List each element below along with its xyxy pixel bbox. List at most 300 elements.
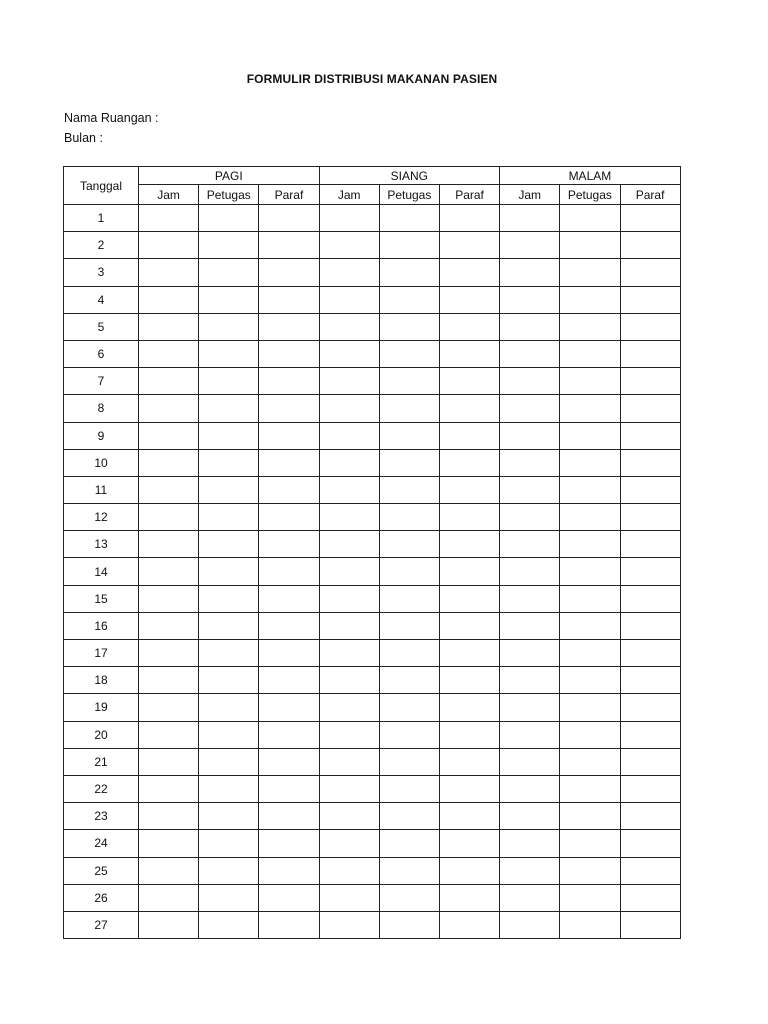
pagi-jam-cell[interactable] [139,721,199,748]
malam-jam-cell[interactable] [500,368,560,395]
malam-petugas-cell[interactable] [560,340,620,367]
malam-petugas-cell[interactable] [560,205,620,232]
pagi-petugas-cell[interactable] [199,585,259,612]
distribution-table [63,166,681,939]
date-cell: 20 [64,721,139,748]
siang-jam-cell[interactable] [319,259,379,286]
pagi-petugas-cell[interactable] [199,694,259,721]
malam-petugas-cell[interactable] [560,422,620,449]
room-name-label: Nama Ruangan : [64,111,159,125]
malam-petugas-cell[interactable] [560,476,620,503]
siang-jam-cell[interactable] [319,667,379,694]
siang-jam-cell[interactable] [319,694,379,721]
date-cell: 25 [64,857,139,884]
pagi-petugas-cell[interactable] [199,667,259,694]
malam-petugas-cell[interactable] [560,803,620,830]
malam-paraf-cell[interactable] [620,558,680,585]
siang-jam-cell[interactable] [319,531,379,558]
malam-paraf-cell[interactable] [620,857,680,884]
pagi-jam-header: Jam [139,185,199,205]
siang-petugas-cell[interactable] [379,803,439,830]
siang-jam-cell[interactable] [319,911,379,938]
date-cell: 8 [64,395,139,422]
malam-petugas-cell[interactable] [560,286,620,313]
date-cell: 6 [64,340,139,367]
siang-paraf-cell[interactable] [439,721,499,748]
malam-petugas-header: Petugas [560,185,620,205]
pagi-jam-cell[interactable] [139,775,199,802]
siang-paraf-cell[interactable] [439,640,499,667]
pagi-paraf-cell[interactable] [259,748,319,775]
siang-jam-cell[interactable] [319,422,379,449]
malam-jam-cell[interactable] [500,422,560,449]
malam-petugas-cell[interactable] [560,259,620,286]
malam-paraf-cell[interactable] [620,911,680,938]
siang-paraf-cell[interactable] [439,340,499,367]
siang-jam-cell[interactable] [319,504,379,531]
malam-jam-cell[interactable] [500,232,560,259]
table-row [64,395,681,422]
month-label: Bulan : [64,131,103,145]
siang-petugas-cell[interactable] [379,775,439,802]
siang-paraf-cell[interactable] [439,694,499,721]
pagi-paraf-cell[interactable] [259,612,319,639]
siang-petugas-header: Petugas [379,185,439,205]
malam-petugas-cell[interactable] [560,884,620,911]
group-header-row [64,167,681,185]
siang-paraf-cell[interactable] [439,531,499,558]
pagi-jam-cell[interactable] [139,205,199,232]
siang-petugas-cell[interactable] [379,368,439,395]
pagi-paraf-cell[interactable] [259,721,319,748]
pagi-petugas-cell[interactable] [199,232,259,259]
group-header-malam: MALAM [500,167,681,185]
pagi-paraf-cell[interactable] [259,368,319,395]
pagi-jam-cell[interactable] [139,449,199,476]
pagi-jam-cell[interactable] [139,313,199,340]
date-column-header: Tanggal [64,167,139,205]
malam-paraf-cell[interactable] [620,748,680,775]
malam-petugas-cell[interactable] [560,558,620,585]
table-row [64,748,681,775]
table-row [64,313,681,340]
pagi-paraf-cell[interactable] [259,205,319,232]
malam-petugas-cell[interactable] [560,612,620,639]
malam-petugas-cell[interactable] [560,748,620,775]
siang-jam-cell[interactable] [319,395,379,422]
siang-paraf-cell[interactable] [439,395,499,422]
pagi-jam-cell[interactable] [139,640,199,667]
date-cell: 3 [64,259,139,286]
pagi-jam-cell[interactable] [139,340,199,367]
siang-jam-cell[interactable] [319,449,379,476]
siang-petugas-cell[interactable] [379,531,439,558]
malam-paraf-cell[interactable] [620,422,680,449]
table-row [64,911,681,938]
table-row [64,476,681,503]
siang-jam-cell[interactable] [319,286,379,313]
pagi-petugas-cell[interactable] [199,368,259,395]
pagi-paraf-cell[interactable] [259,313,319,340]
malam-petugas-cell[interactable] [560,830,620,857]
pagi-jam-cell[interactable] [139,830,199,857]
pagi-paraf-cell[interactable] [259,830,319,857]
pagi-paraf-cell[interactable] [259,422,319,449]
malam-paraf-cell[interactable] [620,504,680,531]
siang-petugas-cell[interactable] [379,259,439,286]
pagi-paraf-cell[interactable] [259,640,319,667]
pagi-petugas-cell[interactable] [199,422,259,449]
siang-paraf-cell[interactable] [439,911,499,938]
siang-petugas-cell[interactable] [379,476,439,503]
pagi-jam-cell[interactable] [139,748,199,775]
malam-paraf-cell[interactable] [620,830,680,857]
pagi-petugas-cell[interactable] [199,721,259,748]
pagi-paraf-cell[interactable] [259,857,319,884]
date-cell: 12 [64,504,139,531]
subcolumn-header-row [64,185,681,205]
malam-paraf-cell[interactable] [620,449,680,476]
pagi-paraf-cell[interactable] [259,476,319,503]
malam-jam-cell[interactable] [500,476,560,503]
siang-petugas-cell[interactable] [379,422,439,449]
siang-jam-cell[interactable] [319,775,379,802]
malam-paraf-cell[interactable] [620,313,680,340]
pagi-jam-cell[interactable] [139,368,199,395]
malam-petugas-cell[interactable] [560,313,620,340]
table-row [64,449,681,476]
pagi-petugas-cell[interactable] [199,640,259,667]
pagi-paraf-cell[interactable] [259,884,319,911]
table-row [64,286,681,313]
siang-jam-cell[interactable] [319,340,379,367]
siang-jam-cell[interactable] [319,884,379,911]
date-cell: 4 [64,286,139,313]
siang-paraf-cell[interactable] [439,286,499,313]
pagi-paraf-cell[interactable] [259,395,319,422]
pagi-petugas-cell[interactable] [199,449,259,476]
date-cell: 13 [64,531,139,558]
siang-paraf-cell[interactable] [439,830,499,857]
pagi-jam-cell[interactable] [139,422,199,449]
pagi-jam-cell[interactable] [139,476,199,503]
pagi-paraf-cell[interactable] [259,449,319,476]
malam-petugas-cell[interactable] [560,640,620,667]
siang-jam-cell[interactable] [319,830,379,857]
malam-petugas-cell[interactable] [560,667,620,694]
siang-jam-cell[interactable] [319,803,379,830]
siang-paraf-cell[interactable] [439,884,499,911]
pagi-paraf-cell[interactable] [259,803,319,830]
siang-petugas-cell[interactable] [379,748,439,775]
pagi-petugas-cell[interactable] [199,830,259,857]
malam-jam-cell[interactable] [500,313,560,340]
malam-jam-cell[interactable] [500,803,560,830]
date-cell: 11 [64,476,139,503]
siang-petugas-cell[interactable] [379,585,439,612]
malam-jam-cell[interactable] [500,259,560,286]
malam-petugas-cell[interactable] [560,694,620,721]
group-header-siang: SIANG [319,167,500,185]
malam-petugas-cell[interactable] [560,585,620,612]
pagi-petugas-cell[interactable] [199,259,259,286]
pagi-paraf-cell[interactable] [259,286,319,313]
malam-paraf-cell[interactable] [620,694,680,721]
malam-jam-cell[interactable] [500,694,560,721]
malam-petugas-cell[interactable] [560,531,620,558]
malam-paraf-cell[interactable] [620,205,680,232]
pagi-jam-cell[interactable] [139,612,199,639]
pagi-jam-cell[interactable] [139,286,199,313]
siang-petugas-cell[interactable] [379,640,439,667]
pagi-paraf-cell[interactable] [259,911,319,938]
pagi-petugas-cell[interactable] [199,340,259,367]
date-cell: 9 [64,422,139,449]
malam-paraf-cell[interactable] [620,585,680,612]
pagi-jam-cell[interactable] [139,803,199,830]
pagi-petugas-cell[interactable] [199,612,259,639]
pagi-jam-cell[interactable] [139,558,199,585]
malam-petugas-cell[interactable] [560,368,620,395]
malam-paraf-cell[interactable] [620,286,680,313]
date-cell: 10 [64,449,139,476]
malam-petugas-cell[interactable] [560,857,620,884]
siang-jam-cell[interactable] [319,748,379,775]
date-cell: 16 [64,612,139,639]
siang-paraf-cell[interactable] [439,667,499,694]
group-header-pagi: PAGI [139,167,320,185]
siang-petugas-cell[interactable] [379,558,439,585]
siang-jam-cell[interactable] [319,205,379,232]
pagi-paraf-cell[interactable] [259,232,319,259]
siang-paraf-cell[interactable] [439,205,499,232]
malam-jam-cell[interactable] [500,449,560,476]
siang-jam-cell[interactable] [319,585,379,612]
siang-jam-cell[interactable] [319,721,379,748]
siang-paraf-cell[interactable] [439,232,499,259]
malam-paraf-cell[interactable] [620,368,680,395]
pagi-petugas-cell[interactable] [199,911,259,938]
siang-petugas-cell[interactable] [379,449,439,476]
pagi-petugas-cell[interactable] [199,313,259,340]
malam-petugas-cell[interactable] [560,721,620,748]
siang-paraf-cell[interactable] [439,368,499,395]
pagi-jam-cell[interactable] [139,667,199,694]
malam-paraf-header: Paraf [620,185,680,205]
table-row [64,640,681,667]
form-title: FORMULIR DISTRIBUSI MAKANAN PASIEN [246,72,498,86]
malam-petugas-cell[interactable] [560,911,620,938]
pagi-petugas-cell[interactable] [199,803,259,830]
malam-paraf-cell[interactable] [620,531,680,558]
malam-jam-cell[interactable] [500,640,560,667]
siang-petugas-cell[interactable] [379,504,439,531]
siang-paraf-cell[interactable] [439,803,499,830]
siang-petugas-cell[interactable] [379,721,439,748]
malam-jam-cell[interactable] [500,205,560,232]
table-row [64,205,681,232]
pagi-paraf-cell[interactable] [259,259,319,286]
pagi-paraf-cell[interactable] [259,340,319,367]
date-cell: 24 [64,830,139,857]
malam-paraf-cell[interactable] [620,803,680,830]
siang-petugas-cell[interactable] [379,395,439,422]
pagi-jam-cell[interactable] [139,232,199,259]
table-row [64,884,681,911]
malam-jam-cell[interactable] [500,340,560,367]
siang-jam-cell[interactable] [319,476,379,503]
date-cell: 26 [64,884,139,911]
malam-paraf-cell[interactable] [620,340,680,367]
malam-jam-cell[interactable] [500,667,560,694]
siang-jam-cell[interactable] [319,232,379,259]
table-row [64,830,681,857]
pagi-petugas-cell[interactable] [199,504,259,531]
pagi-paraf-cell[interactable] [259,775,319,802]
table-row [64,531,681,558]
siang-petugas-cell[interactable] [379,667,439,694]
siang-petugas-cell[interactable] [379,884,439,911]
date-cell: 7 [64,368,139,395]
siang-petugas-cell[interactable] [379,612,439,639]
malam-paraf-cell[interactable] [620,395,680,422]
malam-jam-cell[interactable] [500,748,560,775]
pagi-jam-cell[interactable] [139,694,199,721]
pagi-jam-cell[interactable] [139,884,199,911]
date-cell: 14 [64,558,139,585]
malam-jam-cell[interactable] [500,286,560,313]
siang-petugas-cell[interactable] [379,286,439,313]
date-cell: 23 [64,803,139,830]
malam-petugas-cell[interactable] [560,504,620,531]
siang-paraf-cell[interactable] [439,558,499,585]
pagi-paraf-cell[interactable] [259,694,319,721]
siang-paraf-cell[interactable] [439,449,499,476]
date-cell: 22 [64,775,139,802]
siang-paraf-cell[interactable] [439,857,499,884]
malam-jam-cell[interactable] [500,395,560,422]
malam-paraf-cell[interactable] [620,232,680,259]
pagi-petugas-cell[interactable] [199,558,259,585]
malam-jam-cell[interactable] [500,721,560,748]
siang-paraf-cell[interactable] [439,422,499,449]
siang-petugas-cell[interactable] [379,830,439,857]
table-row [64,612,681,639]
pagi-jam-cell[interactable] [139,585,199,612]
malam-paraf-cell[interactable] [620,884,680,911]
siang-paraf-cell[interactable] [439,504,499,531]
pagi-paraf-cell[interactable] [259,585,319,612]
table-row [64,558,681,585]
pagi-paraf-cell[interactable] [259,504,319,531]
date-cell: 19 [64,694,139,721]
malam-jam-cell[interactable] [500,585,560,612]
malam-jam-cell[interactable] [500,558,560,585]
pagi-petugas-cell[interactable] [199,476,259,503]
malam-petugas-cell[interactable] [560,232,620,259]
siang-paraf-cell[interactable] [439,476,499,503]
siang-petugas-cell[interactable] [379,911,439,938]
date-cell: 18 [64,667,139,694]
table-row [64,259,681,286]
siang-petugas-cell[interactable] [379,857,439,884]
siang-paraf-cell[interactable] [439,313,499,340]
siang-petugas-cell[interactable] [379,340,439,367]
siang-jam-cell[interactable] [319,857,379,884]
siang-jam-cell[interactable] [319,640,379,667]
pagi-petugas-cell[interactable] [199,884,259,911]
malam-paraf-cell[interactable] [620,775,680,802]
siang-paraf-cell[interactable] [439,585,499,612]
pagi-petugas-cell[interactable] [199,531,259,558]
pagi-paraf-cell[interactable] [259,531,319,558]
malam-jam-cell[interactable] [500,504,560,531]
siang-paraf-cell[interactable] [439,748,499,775]
siang-jam-cell[interactable] [319,368,379,395]
malam-jam-cell[interactable] [500,531,560,558]
malam-jam-cell[interactable] [500,775,560,802]
siang-jam-cell[interactable] [319,612,379,639]
pagi-petugas-cell[interactable] [199,395,259,422]
siang-petugas-cell[interactable] [379,205,439,232]
table-row [64,721,681,748]
siang-paraf-cell[interactable] [439,775,499,802]
date-cell: 1 [64,205,139,232]
malam-paraf-cell[interactable] [620,259,680,286]
table-body [64,205,681,939]
malam-paraf-cell[interactable] [620,612,680,639]
pagi-petugas-cell[interactable] [199,857,259,884]
malam-jam-cell[interactable] [500,612,560,639]
table-row [64,667,681,694]
malam-jam-cell[interactable] [500,911,560,938]
siang-jam-header: Jam [319,185,379,205]
pagi-jam-cell[interactable] [139,504,199,531]
siang-paraf-cell[interactable] [439,259,499,286]
pagi-petugas-cell[interactable] [199,775,259,802]
pagi-petugas-cell[interactable] [199,205,259,232]
malam-jam-cell[interactable] [500,884,560,911]
malam-paraf-cell[interactable] [620,667,680,694]
pagi-jam-cell[interactable] [139,395,199,422]
malam-petugas-cell[interactable] [560,449,620,476]
malam-jam-cell[interactable] [500,857,560,884]
malam-jam-cell[interactable] [500,830,560,857]
pagi-paraf-header: Paraf [259,185,319,205]
siang-petugas-cell[interactable] [379,694,439,721]
table-row [64,803,681,830]
malam-petugas-cell[interactable] [560,775,620,802]
siang-petugas-cell[interactable] [379,313,439,340]
pagi-petugas-cell[interactable] [199,748,259,775]
pagi-paraf-cell[interactable] [259,558,319,585]
siang-jam-cell[interactable] [319,313,379,340]
pagi-jam-cell[interactable] [139,531,199,558]
siang-petugas-cell[interactable] [379,232,439,259]
pagi-jam-cell[interactable] [139,857,199,884]
table-row [64,368,681,395]
pagi-petugas-cell[interactable] [199,286,259,313]
siang-jam-cell[interactable] [319,558,379,585]
pagi-jam-cell[interactable] [139,911,199,938]
pagi-paraf-cell[interactable] [259,667,319,694]
malam-petugas-cell[interactable] [560,395,620,422]
siang-paraf-cell[interactable] [439,612,499,639]
malam-paraf-cell[interactable] [620,476,680,503]
malam-paraf-cell[interactable] [620,721,680,748]
malam-paraf-cell[interactable] [620,640,680,667]
pagi-jam-cell[interactable] [139,259,199,286]
